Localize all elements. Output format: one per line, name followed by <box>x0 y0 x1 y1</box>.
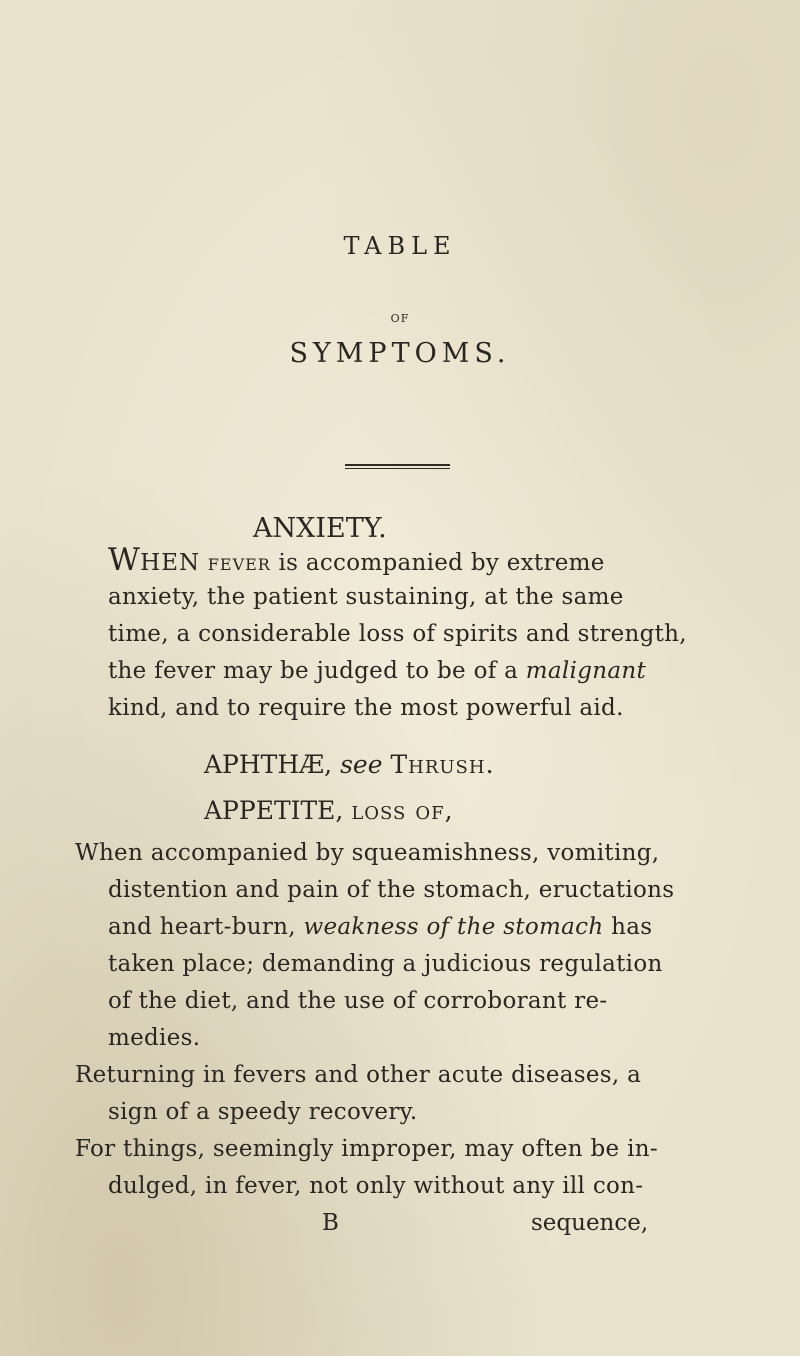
appetite-heading: APPETITE, <box>204 796 344 825</box>
anxiety-line-3: time, a considerable loss of spirits and strength, <box>108 621 687 647</box>
anxiety-line-2: anxiety, the patient sustaining, at the same <box>108 584 624 610</box>
drop-letter: W <box>108 542 141 578</box>
thrush-ref: Thrush. <box>390 750 495 779</box>
table-heading: TABLE <box>343 232 457 260</box>
anxiety-heading: ANXIETY. <box>253 513 387 544</box>
appetite-line-8: sign of a speedy recovery. <box>108 1099 418 1125</box>
malignant-italic: malignant <box>525 658 647 684</box>
appetite-line-2: distention and pain of the stomach, eructations <box>108 877 675 903</box>
appetite-line-5: of the diet, and the use of corroborant re- <box>108 988 608 1014</box>
aphthae-heading: APHTHÆ, <box>204 750 333 779</box>
appetite-line-10: dulged, in fever, not only without any ill con- <box>108 1173 644 1199</box>
fever-smallcaps: fever <box>207 550 271 576</box>
anxiety-line-1-rest: is accompanied by extreme <box>278 550 605 576</box>
appetite-line-3-a: and heart-burn, <box>108 914 296 940</box>
symptoms-heading: SYMPTOMS. <box>289 338 511 369</box>
appetite-line-1: When accompanied by squeamishness, vomiting, <box>75 840 660 866</box>
appetite-line-7: Returning in fevers and other acute diseases, a <box>75 1062 642 1088</box>
appetite-line-9: For things, seemingly improper, may often be in- <box>75 1136 658 1162</box>
ornamental-rule <box>345 464 450 469</box>
of-heading: OF <box>390 312 410 325</box>
anxiety-line-1 <box>108 542 605 578</box>
appetite-line-4: taken place; demanding a judicious regulation <box>108 951 663 977</box>
appetite-line-6: medies. <box>108 1025 201 1051</box>
appetite-heading-line <box>204 796 454 825</box>
loss-of-smallcaps: loss of, <box>351 796 454 825</box>
anxiety-line-4 <box>108 658 646 684</box>
anxiety-line-5: kind, and to require the most powerful aid. <box>108 695 624 721</box>
signature-mark: B <box>322 1210 339 1236</box>
aphthae-entry <box>204 750 495 779</box>
when-caps: HEN <box>140 550 201 576</box>
see-italic: see <box>340 750 383 779</box>
appetite-line-3 <box>108 914 652 940</box>
weakness-italic: weakness of the stomach <box>303 914 604 940</box>
catchword: sequence, <box>531 1210 649 1236</box>
appetite-line-3-b: has <box>611 914 653 940</box>
anxiety-line-4-text: the fever may be judged to be of a <box>108 658 519 684</box>
